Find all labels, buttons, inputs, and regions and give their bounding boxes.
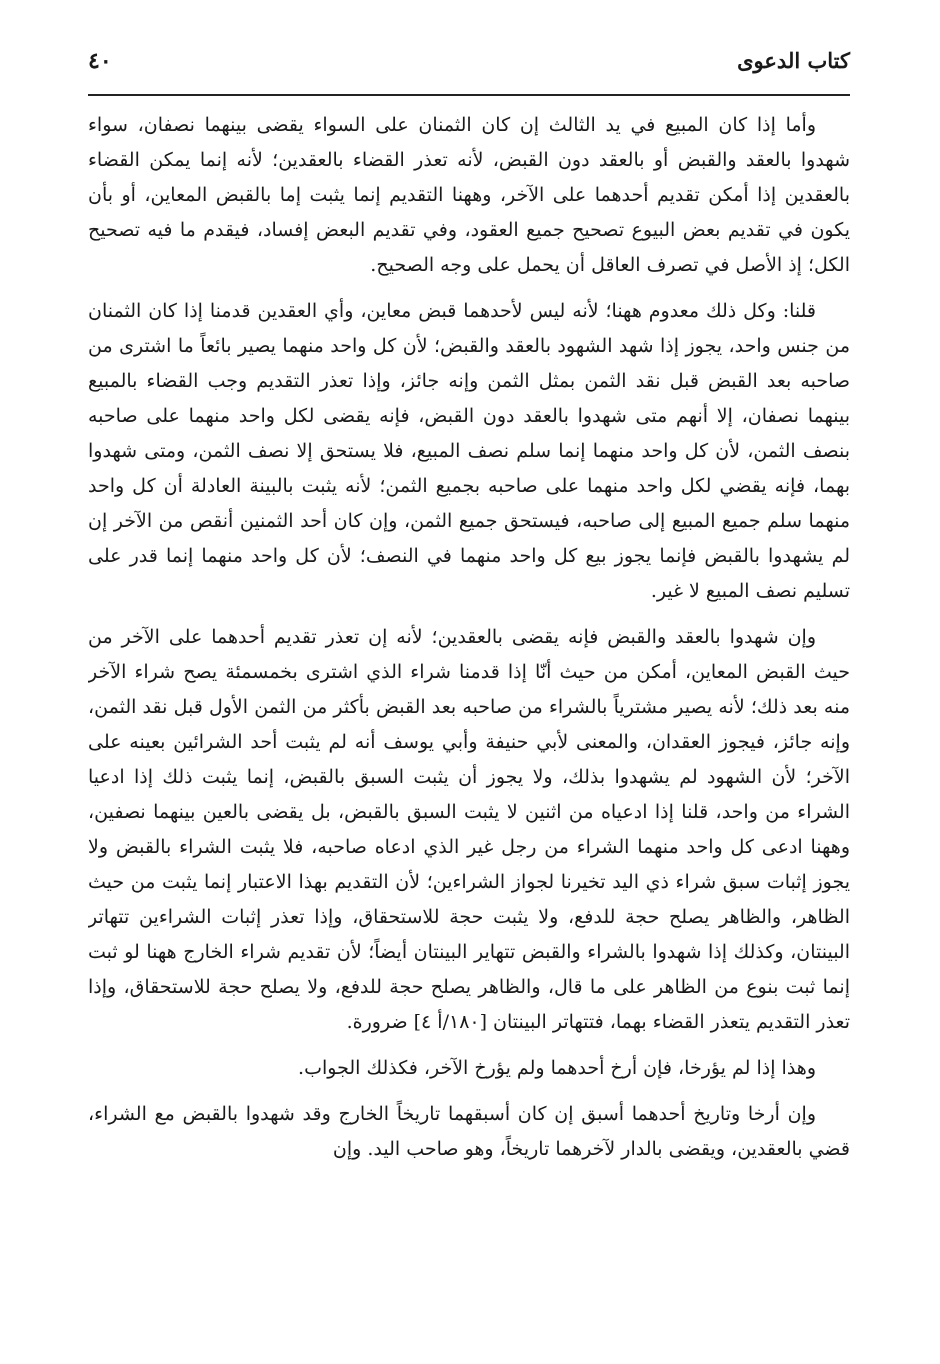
paragraph-3: وإن شهدوا بالعقد والقبض فإنه يقضى بالعقدين؛ لأنه إن تعذر تقديم أحدهما على الآخر من حيث القبض المعاين، أمكن من حيث أنّا إذا قدمنا شراء الذي اشترى بخمسمئة يصح شراء الآخر منه بعد ذلك؛ لأنه يصير مشترياً بالشراء من صاحبه بعد القبض بأكثر من الثمن الأول قبل نقد الثمن، وإنه جائز، فيجوز العقدان، والمعنى لأبي حنيفة وأبي يوسف أنه لم يثبت أحد الشرائين بعينه على الآخر؛ لأن الشهود لم يشهدوا بذلك، ولا يجوز أن يثبت السبق بالقبض، إنما يثبت ذلك إذا ادعيا الشراء من واحد، قلنا إذا ادعياه من اثنين لا يثبت السبق بالقبض، بل يقضى بالعين بينهما نصفين، وههنا ادعى كل واحد منهما الشراء من رجل غير الذي ادعاه صاحبه، فلا يثبت الشراء بالقبض ولا يجوز إثبات سبق شراء ذي اليد تخيرنا لجواز الشراءين؛ لأن التقديم بهذا الاعتبار إنما يثبت من حيث الظاهر، والظاهر يصلح حجة للدفع، ولا يثبت حجة للاستحقاق، وإذا تعذر إثبات الشراءين تتهاتر البينتان، وكذلك إذا شهدوا بالشراء والقبض تتهاير البينتان أيضاً؛ لأن تقديم شراء الخارج ههنا لو ثبت إنما ثبت بنوع من الظاهر على ما قال، والظاهر يصلح حجة للدفع، ولا يصلح حجة للاستحقاق، وإذا تعذر التقديم يتعذر القضاء بهما، فتتهاتر البينتان [١٨٠/أ ٤] ضرورة. (88, 626, 850, 1033)
paragraph-2: قلنا: وكل ذلك معدوم ههنا؛ لأنه ليس لأحدهما قبض معاين، وأي العقدين قدمنا إذا كان الثمنان من جنس واحد، يجوز إذا شهد الشهود بالعقد والقبض؛ لأن كل واحد منهما يصير بائعاً ما اشترى من صاحبه بعد القبض قبل نقد الثمن بمثل الثمن وإنه جائز، وإذا تعذر التقديم وجب القضاء بالمبيع بينهما نصفان، إلا أنهم متى شهدوا بالعقد دون القبض، فإنه يقضى لكل واحد منهما على صاحبه بنصف الثمن، لأن كل واحد منهما إنما سلم نصف المبيع، فلا يستحق إلا نصف الثمن، ومتى شهدوا بهما، فإنه يقضي لكل واحد منهما على صاحبه بجميع الثمن؛ لأنه يثبت بالبينة العادلة أن كل واحد منهما سلم جميع المبيع إلى صاحبه، فيستحق جميع الثمن، وإن كان أحد الثمنين أنقص من الآخر إن لم يشهدوا بالقبض فإنما يجوز بيع كل واحد منهما في النصف؛ لأن كل واحد منهما إنما قدر على تسليم نصف المبيع لا غير. (88, 300, 850, 602)
paragraph-4: وهذا إذا لم يؤرخا، فإن أرخ أحدهما ولم يؤرخ الآخر، فكذلك الجواب. (298, 1057, 816, 1079)
page-number: ٤٠ (88, 48, 112, 74)
running-title: كتاب الدعوى (737, 48, 850, 73)
page-body (88, 108, 850, 1364)
page-header (88, 44, 850, 96)
paragraph-5: وإن أرخا وتاريخ أحدهما أسبق إن كان أسبقهما تاريخاً الخارج وقد شهدوا بالقبض مع الشراء، قضي بالعقدين، ويقضى بالدار لآخرهما تاريخاً، وهو صاحب اليد. وإن (88, 1103, 850, 1160)
paragraph-1: وأما إذا كان المبيع في يد الثالث إن كان الثمنان على السواء يقضى بينهما نصفان، سواء شهدوا بالعقد والقبض أو بالعقد دون القبض، لأنه تعذر القضاء بالعقدين؛ لأنه إنما يمكن القضاء بالعقدين إذا أمكن تقديم أحدهما على الآخر، وههنا التقديم إنما يثبت إما بالقبض المعاين، أو بأن يكون في تقديم بعض البيوع تصحيح جميع العقود، وفي تقديم البعض إفساد، فيقدم ما فيه تصحيح الكل؛ إذ الأصل في تصرف العاقل أن يحمل على وجه الصحيح. (88, 114, 850, 276)
